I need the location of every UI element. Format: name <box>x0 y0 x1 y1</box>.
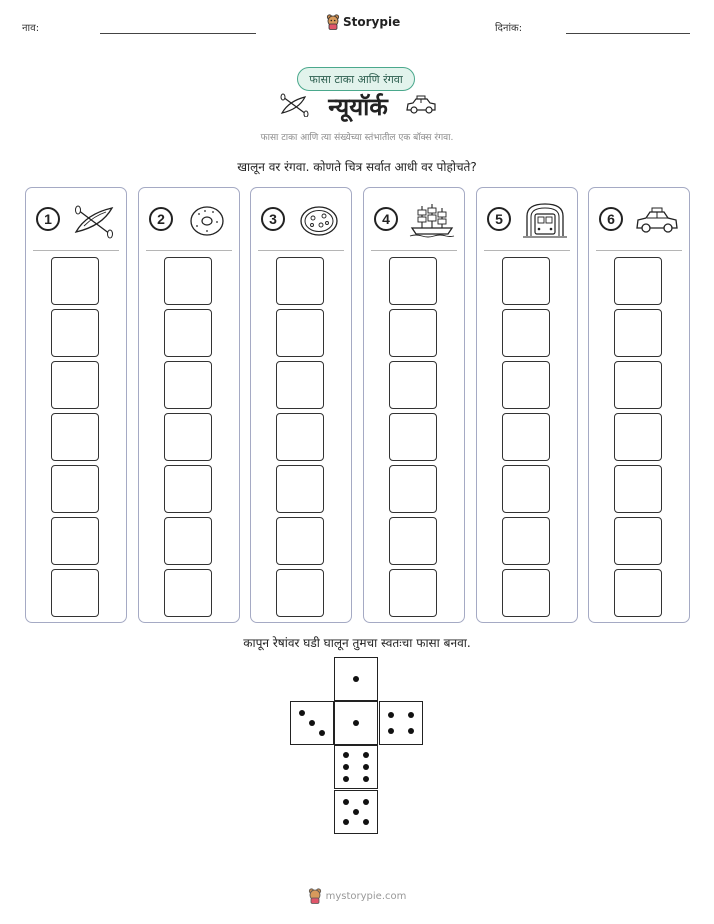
color-box[interactable] <box>502 309 550 357</box>
color-box[interactable] <box>276 569 324 617</box>
color-box[interactable] <box>389 257 437 305</box>
instruction: खालून वर रंगवा. कोणते चित्र सर्वात आधी वर पोहोचते? <box>237 160 477 174</box>
dice-pip <box>353 720 359 726</box>
bagel-icon <box>183 200 231 240</box>
dice-pip <box>388 712 394 718</box>
color-box[interactable] <box>164 465 212 513</box>
column-divider <box>258 250 344 251</box>
dice-pip <box>363 776 369 782</box>
column-number: 3 <box>261 207 285 231</box>
dice-pip <box>343 799 349 805</box>
dice-face <box>334 657 378 701</box>
color-box[interactable] <box>389 465 437 513</box>
column-number: 2 <box>149 207 173 231</box>
column-6 <box>588 187 690 623</box>
color-box[interactable] <box>502 413 550 461</box>
color-box[interactable] <box>389 517 437 565</box>
color-box[interactable] <box>389 361 437 409</box>
color-box[interactable] <box>276 413 324 461</box>
dice-pip <box>363 819 369 825</box>
column-number: 1 <box>36 207 60 231</box>
dice-pip <box>353 676 359 682</box>
color-box[interactable] <box>389 309 437 357</box>
color-box[interactable] <box>614 309 662 357</box>
color-box[interactable] <box>164 517 212 565</box>
dice-pip <box>319 730 325 736</box>
subway-train-icon <box>521 200 569 240</box>
column-divider <box>33 250 119 251</box>
color-box[interactable] <box>614 569 662 617</box>
color-box[interactable] <box>389 413 437 461</box>
dice-pip <box>363 799 369 805</box>
bear-icon <box>308 888 322 904</box>
color-box[interactable] <box>164 413 212 461</box>
dice-pip <box>388 728 394 734</box>
footer <box>0 888 714 904</box>
column-divider <box>484 250 570 251</box>
color-box[interactable] <box>276 465 324 513</box>
column-number: 6 <box>599 207 623 231</box>
dice-pip <box>363 764 369 770</box>
color-box[interactable] <box>276 361 324 409</box>
dice-face <box>290 701 334 745</box>
color-box[interactable] <box>164 569 212 617</box>
dice-pip <box>343 752 349 758</box>
color-box[interactable] <box>614 413 662 461</box>
page-title: न्यूयॉर्क <box>328 93 388 121</box>
date-label: दिनांक: <box>495 23 523 34</box>
taxi-icon <box>405 94 437 116</box>
column-1 <box>25 187 127 623</box>
dice-pip <box>408 728 414 734</box>
dice-instruction: कापून रेषांवर घडी घालून तुमचा स्वतःचा फासा बनवा. <box>243 636 471 650</box>
footer-url[interactable]: mystorypie.com <box>325 890 407 902</box>
column-3 <box>250 187 352 623</box>
color-box[interactable] <box>614 257 662 305</box>
color-box[interactable] <box>51 361 99 409</box>
dice-pip <box>343 776 349 782</box>
column-2 <box>138 187 240 623</box>
color-box[interactable] <box>502 569 550 617</box>
color-box[interactable] <box>51 569 99 617</box>
color-box[interactable] <box>51 309 99 357</box>
dice-pip <box>363 752 369 758</box>
column-4 <box>363 187 465 623</box>
dice-pip <box>408 712 414 718</box>
dice-pip <box>299 710 305 716</box>
column-number: 5 <box>487 207 511 231</box>
color-box[interactable] <box>502 361 550 409</box>
color-box[interactable] <box>614 361 662 409</box>
color-box[interactable] <box>164 361 212 409</box>
color-box[interactable] <box>389 569 437 617</box>
color-box[interactable] <box>276 517 324 565</box>
date-line[interactable] <box>566 33 690 34</box>
subtitle: फासा टाका आणि त्या संख्येच्या स्तंभातील एक बॉक्स रंगवा. <box>260 133 454 143</box>
dice-face <box>334 745 378 789</box>
column-5 <box>476 187 578 623</box>
column-number: 4 <box>374 207 398 231</box>
color-box[interactable] <box>51 465 99 513</box>
column-divider <box>371 250 457 251</box>
color-box[interactable] <box>51 413 99 461</box>
dice-face <box>334 790 378 834</box>
dice-pip <box>343 764 349 770</box>
name-line[interactable] <box>100 33 256 34</box>
color-box[interactable] <box>51 517 99 565</box>
activity-tag: फासा टाका आणि रंगवा <box>297 67 415 91</box>
column-divider <box>146 250 232 251</box>
kayak-icon <box>279 93 309 117</box>
dice-pip <box>353 809 359 815</box>
dice-pip <box>343 819 349 825</box>
color-box[interactable] <box>164 309 212 357</box>
dice-face <box>379 701 423 745</box>
color-box[interactable] <box>502 517 550 565</box>
logo-text: Storypie <box>343 15 401 29</box>
pizza-icon <box>295 200 343 240</box>
color-box[interactable] <box>164 257 212 305</box>
color-box[interactable] <box>614 517 662 565</box>
column-divider <box>596 250 682 251</box>
color-box[interactable] <box>614 465 662 513</box>
storypie-logo <box>326 14 400 30</box>
color-box[interactable] <box>276 257 324 305</box>
color-box[interactable] <box>502 465 550 513</box>
bear-icon <box>326 14 340 30</box>
dice-face <box>334 701 378 745</box>
name-label: नाव: <box>22 23 40 34</box>
kayak-icon <box>70 200 118 240</box>
taxi-icon <box>633 200 681 240</box>
dice-pip <box>309 720 315 726</box>
color-box[interactable] <box>51 257 99 305</box>
color-box[interactable] <box>502 257 550 305</box>
ship-icon <box>408 200 456 240</box>
color-box[interactable] <box>276 309 324 357</box>
